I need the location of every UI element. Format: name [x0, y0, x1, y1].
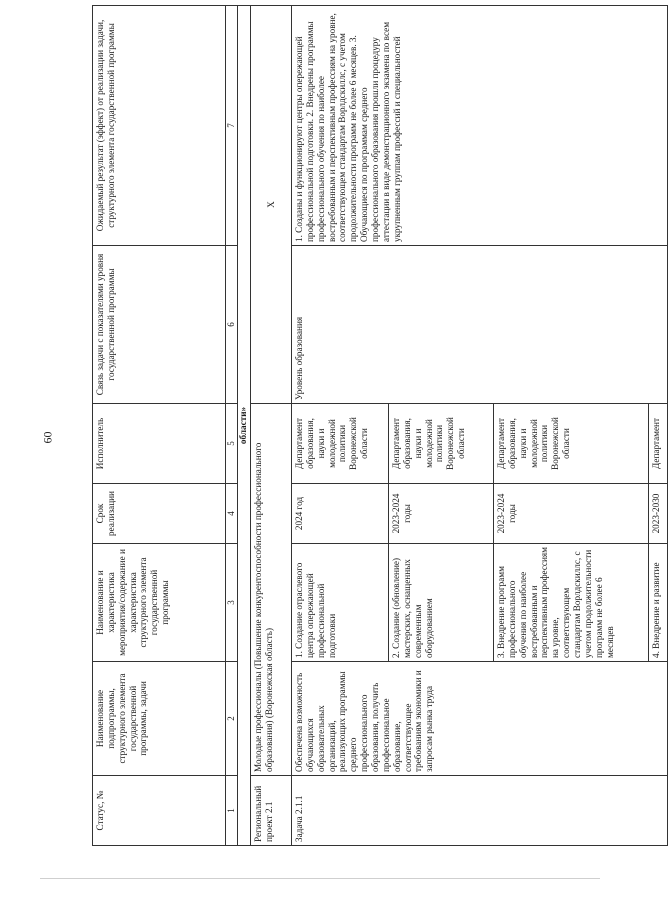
program-table: [92, 5, 668, 846]
section-row: [238, 6, 251, 846]
footer-divider: [40, 878, 600, 879]
activity-executor: Департамент образования, науки и молодежной политики Воронежской области: [292, 404, 389, 484]
activity-term: 2023-2030: [649, 484, 668, 544]
project-status: Региональный проект 2.1: [251, 776, 292, 846]
project-row: [251, 6, 292, 846]
header-cell: Ожидаемый результат (эффект) от реализации задачи, структурного элемента государственной программы: [93, 6, 226, 246]
column-number: 7: [226, 6, 238, 246]
column-number: 5: [226, 404, 238, 484]
column-number: 3: [226, 544, 238, 662]
task-result: 1. Созданы и функционируют центры опережающей профессиональной подготовки. 2. Внедрены программы профессионального обучения по наиболее востребованным и перспективным профессиям на уровне, соответствующем стандартам Ворлдскиллс, с учетом продолжительности программ не более 6 месяцев. 3. Обучающиеся по программам среднего профессионального образования прошли процедуру аттестации в виде демонстрационного экзамена по всем укрупненным группам профессий и специальностей: [292, 6, 668, 246]
header-cell: Наименование и характеристика мероприятия/содержание и характеристика структурного элемента государственной программы: [93, 544, 226, 662]
activity-name: 4. Внедрение и развитие: [649, 544, 668, 662]
header-cell: Исполнитель: [93, 404, 226, 484]
activity-executor: Департамент: [649, 404, 668, 484]
rotated-page: [92, 6, 661, 846]
column-number: 6: [226, 246, 238, 404]
task-indicator: Уровень образования: [292, 246, 668, 404]
header-cell: Наименование подпрограммы, структурного элемента государственной программы, задачи: [93, 662, 226, 776]
header-cell: Связь задачи с показателями уровня государственной программы: [93, 246, 226, 404]
column-number: 2: [226, 662, 238, 776]
project-name: Молодые профессионалы (Повышение конкурентоспособности профессионального образования) (Воронежская область): [251, 404, 292, 776]
activity-executor: Департамент образования, науки и молодежной политики Воронежской области: [494, 404, 649, 484]
activity-term: 2023-2024 годы: [494, 484, 649, 544]
header-row: [93, 6, 226, 846]
activity-executor: Департамент образования, науки и молодежной политики Воронежской области: [389, 404, 494, 484]
activity-name: 1. Создание отраслевого центра опережающей профессиональной подготовки: [292, 544, 389, 662]
task-description: Обеспечена возможность обучающихся образовательных организаций, реализующих программы среднего профессионального образования, получить профессиональное образование, соответствующее требованиям экономики и запросам рынка труда: [292, 662, 668, 776]
column-number-row: [226, 6, 238, 846]
page-number: 60: [40, 431, 55, 444]
project-link-mark: Х: [251, 6, 292, 404]
activity-row: [292, 6, 389, 846]
activity-term: 2023-2024 годы: [389, 484, 494, 544]
header-cell: Срок реализации: [93, 484, 226, 544]
column-number: 1: [226, 776, 238, 846]
activity-term: 2024 год: [292, 484, 389, 544]
column-number: 4: [226, 484, 238, 544]
header-cell: Статус, №: [93, 776, 226, 846]
section-title: области»: [238, 6, 251, 846]
activity-name: 2. Создание (обновление) мастерских, оснащенных современным оборудованием: [389, 544, 494, 662]
activity-name: 3. Внедрение программ профессионального обучения по наиболее востребованным и перспективным профессиям на уровне, соответствующем стандартам Ворлдскиллс, с учетом продолжительности программ не более 6 месяцев: [494, 544, 649, 662]
task-status: Задача 2.1.1: [292, 776, 668, 846]
